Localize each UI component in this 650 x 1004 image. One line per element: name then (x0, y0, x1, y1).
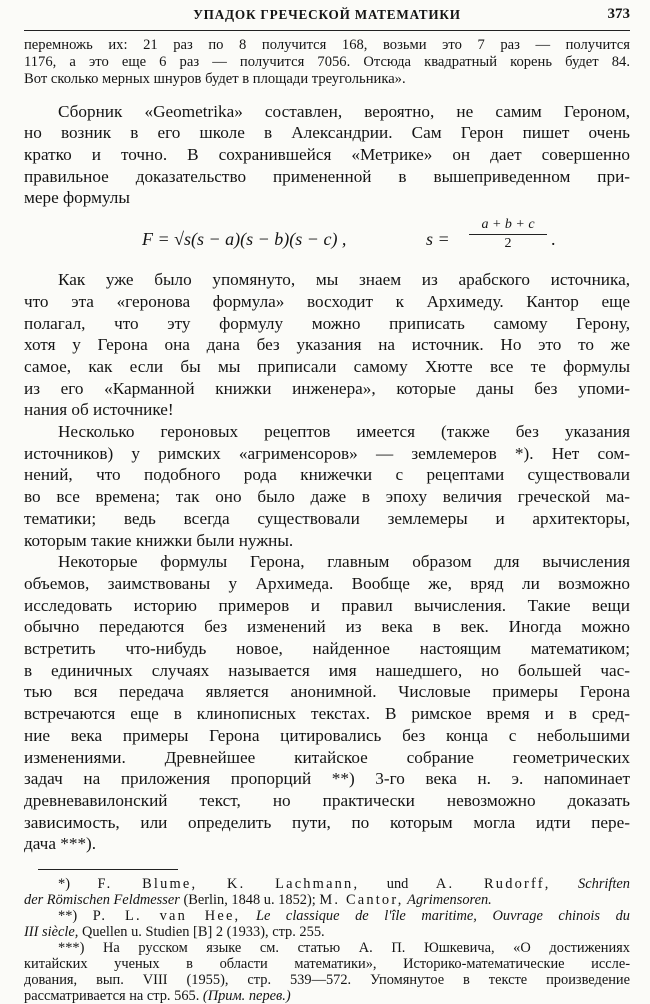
footnote-divider (38, 869, 178, 870)
text-line: исследовать историю примеров и правил вычисления. Такие вещи (24, 595, 630, 615)
text-line: которым такие книжки были нужны. (24, 530, 294, 550)
text-line: кратко и точно. В сохранившейся «Метрике» он дает совершенно (24, 145, 630, 165)
text-line: мере формулы (24, 188, 130, 208)
footnote-translator-note: (Прим. перев.) (202, 988, 291, 1004)
text-line: хотя у Герона она дана без указания на источник. Но это то же (24, 335, 630, 355)
text-line: дача ***). (24, 834, 97, 854)
paragraph-geometrika (24, 101, 630, 210)
footnote-title: Le classique de l'île maritime, Ouvrage chinois du (255, 908, 630, 925)
page-number: 373 (607, 6, 630, 22)
text-line: объемов, заимствованы у Архимеда. Вообще же, вряд ли возможно (24, 573, 630, 593)
footnote-authors: A. Rudorff, (435, 876, 551, 893)
text-line: изменениями. Древнейшее китайское собрание геометрических (24, 747, 630, 767)
footnote-text: рассматривается на стр. 565. (24, 988, 203, 1004)
text-line: Вот сколько мерных шнуров будет в площади треугольника». (24, 71, 406, 88)
footnote-text: На русском языке см. статью А. П. Юшкевича, «О достижениях (103, 940, 630, 957)
footnote-authors: P. L. van Hee, (92, 908, 241, 925)
text-line: но возник в его школе в Александрии. Сам Герон пишет очень (24, 123, 630, 143)
footnote-line (24, 908, 630, 924)
text-line: правильное доказательство примененной в вышеприведенном при- (24, 166, 630, 186)
text-line: Несколько героновых рецептов имеется (также без указания (58, 422, 630, 442)
formula-fraction (469, 217, 547, 252)
paragraph-archimedes (24, 269, 630, 421)
text-line: обычно передаются без изменений из века в век. Иногда можно (24, 617, 630, 637)
footnote-1 (24, 876, 630, 908)
footnote-authors: F. Blume, K. Lachmann, (97, 876, 360, 893)
paragraph-heron-formulas (24, 551, 630, 855)
formula-area: F = √s(s − a)(s − b)(s − c) , (142, 229, 347, 250)
footnote-title: III siècle, (24, 924, 79, 941)
formula-semiperimeter-label: s = (426, 229, 450, 250)
text-line: Некоторые формулы Герона, главным образом для вычисления (58, 552, 630, 572)
footnote-title: Agrimensoren. (407, 892, 492, 909)
text-line: нания об источнике! (24, 400, 174, 420)
text-line: тематики; ведь всегда существовали землемеры и архитекторы, (24, 508, 630, 528)
footnote-text: Quellen u. Studien [B] 2 (1933), стр. 255. (78, 924, 325, 941)
footnote-3 (24, 940, 630, 1004)
text-line: перемножь их: 21 раз по 8 получится 168, возьми это 7 раз — получится (24, 37, 630, 53)
text-line: что эта «геронова формула» восходит к Архимеду. Кантор еще (24, 291, 630, 311)
paragraph-agrimensors (24, 421, 630, 551)
footnote-text: und (359, 876, 436, 893)
text-line: во все времена; так оно было даже в эпоху величия греческой ма- (24, 487, 630, 507)
book-page (0, 4, 650, 1004)
text-line: зависимость, или определить пути, по которым могла идти пере- (24, 812, 630, 832)
footnote-line (24, 892, 630, 908)
running-header (24, 4, 630, 31)
text-line: в единичных случаях называется имя нашедшего, но большей час- (24, 660, 630, 680)
footnote-mark: **) (58, 908, 78, 925)
intro-paragraph (24, 37, 630, 89)
footnote-line (24, 940, 630, 956)
fraction-denominator: 2 (504, 236, 512, 252)
footnote-title: der Römischen Feldmesser (24, 892, 180, 909)
footnote-authors: M. Cantor, (319, 892, 404, 909)
text-line: древневавилонский текст, но практически невозможно доказать (24, 791, 630, 810)
text-line: нений, что подобного рода книжечки с рецептами существовали (24, 465, 630, 485)
footnote-2 (24, 908, 630, 940)
footnote-line (24, 876, 630, 892)
formula-period: . (551, 229, 556, 250)
text-line: из его «Карманной книжки инженера», которые даны без упоми- (24, 378, 630, 398)
text-line: тью вся передача является анонимной. Числовые примеры Герона (24, 682, 630, 702)
footnote-line: китайских ученых в области математики», Историко-математические иссле- (24, 956, 630, 973)
fraction-numerator: a + b + c (469, 217, 547, 235)
text-line: источников) у римских «агрименсоров» — землемеров *). Нет сом- (24, 443, 630, 463)
footnote-line: дования, вып. VIII (1955), стр. 539—572. Упомянутое в тексте произведение (24, 972, 630, 989)
text-line: задач на приложения пропорций **) 3-го века н. э. напоминает (24, 769, 630, 789)
footnote-mark: *) (58, 876, 70, 893)
text-line: Как уже было упомянуто, мы знаем из арабского источника, (58, 270, 630, 290)
footnote-line (24, 924, 630, 940)
text-line: встретить что-нибудь новое, найденное настоящим математиком; (24, 639, 630, 659)
footnote-mark: ***) (58, 940, 85, 957)
running-title: УПАДОК ГРЕЧЕСКОЙ МАТЕМАТИКИ (193, 7, 461, 22)
text-line: 1176, а это еще 6 раз — получится 7056. Отсюда квадратный корень будет 84. (24, 54, 630, 71)
footnote-text: (Berlin, 1848 u. 1852); (179, 892, 320, 909)
text-line: полагал, что эту формулу можно приписать самому Герону, (24, 313, 630, 333)
text-line: встречаются еще в клинописных текстах. В римское время и в сред- (24, 704, 630, 724)
heron-formula (24, 219, 630, 259)
footnote-title: Schriften (578, 876, 631, 893)
footnote-line (24, 988, 630, 1004)
text-line: самое, как если бы мы приписали самому Хютте все те формулы (24, 356, 630, 376)
text-line: ние века примеры Герона цитировались без конца с небольшими (24, 725, 630, 745)
text-line: Сборник «Geometrika» составлен, вероятно, не самим Героном, (58, 101, 630, 121)
